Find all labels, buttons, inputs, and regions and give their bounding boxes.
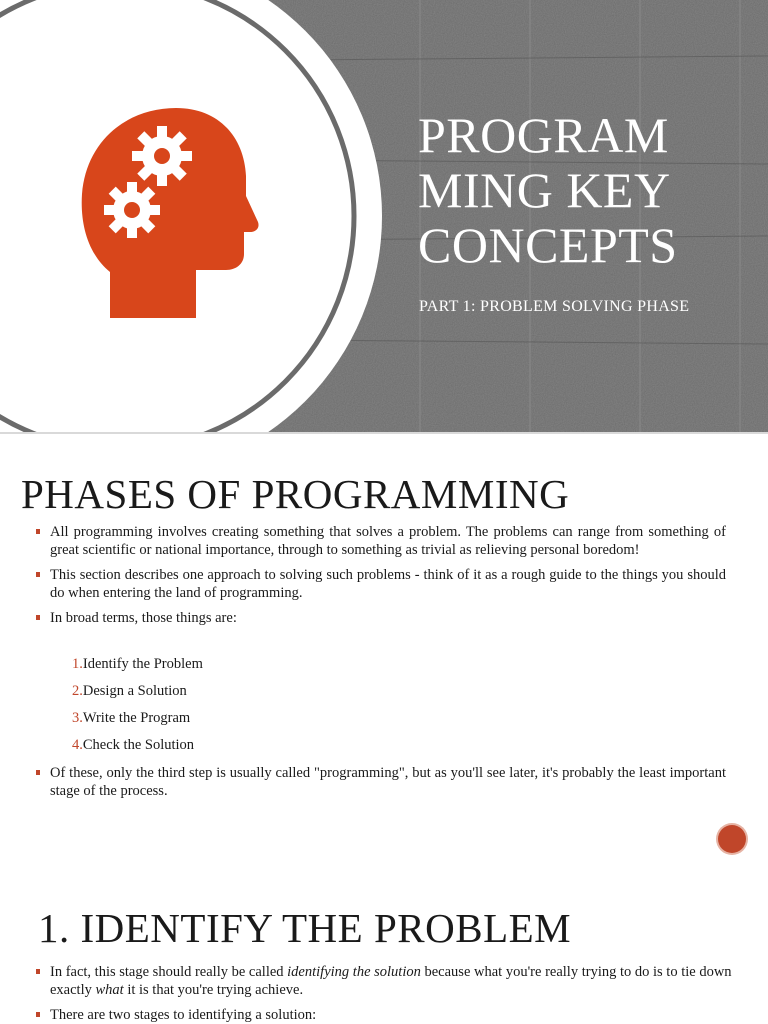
bullet-list <box>36 524 726 636</box>
step-text: Check the Solution <box>82 737 195 753</box>
emphasis-text: identifying the solution <box>287 964 421 980</box>
slide-heading: PHASES OF PROGRAMMING <box>21 471 570 517</box>
bullet-item <box>36 765 726 800</box>
step-item <box>72 737 203 764</box>
emphasis-text: what <box>95 981 124 998</box>
bullet-text-part: because what you're really trying to do is to tie down exactly <box>50 964 732 998</box>
step-number: 1. <box>72 656 83 672</box>
step-item <box>72 710 203 737</box>
bullet-marker-icon <box>36 1012 40 1017</box>
bullet-list <box>36 964 732 1024</box>
numbered-steps <box>72 656 203 764</box>
step-item <box>72 683 203 710</box>
slide-title: PROGRAM MING KEY CONCEPTS <box>418 107 678 273</box>
identify-problem-slide <box>0 868 768 1024</box>
slide-heading: 1. IDENTIFY THE PROBLEM <box>38 905 572 951</box>
bullet-item <box>36 567 726 602</box>
bullet-item <box>36 524 726 559</box>
bullet-text-part: In fact, this stage should really be called <box>50 964 288 980</box>
step-number: 2. <box>72 683 83 699</box>
bullet-marker-icon <box>36 529 40 534</box>
bullet-text-part: it is that you're trying achieve. <box>123 981 304 998</box>
step-number: 3. <box>72 710 83 726</box>
slide-subtitle: PART 1: PROBLEM SOLVING PHASE <box>419 298 690 315</box>
bullet-item <box>36 964 732 999</box>
closing-bullet-list <box>36 765 726 808</box>
step-text: Identify the Problem <box>82 656 203 672</box>
bullet-marker-icon <box>36 572 40 577</box>
bullet-item <box>36 1007 732 1024</box>
bullet-marker-icon <box>36 615 40 620</box>
bullet-item <box>36 610 726 628</box>
title-slide <box>0 0 768 432</box>
bullet-text: All programming involves creating something that solves a problem. The problems can range from something of great scientific or national importance, through to something as trivial as relieving personal boredom! <box>50 524 726 558</box>
step-item <box>72 656 203 683</box>
head-with-gears-icon <box>76 104 260 318</box>
step-number: 4. <box>72 737 83 753</box>
bullet-text: Of these, only the third step is usually called "programming", but as you'll see later, it's probably the least important stage of the process. <box>50 765 726 799</box>
step-text: Write the Program <box>82 710 191 726</box>
bullet-text: This section describes one approach to solving such problems - think of it as a rough guide to the things you should do when entering the land of programming. <box>50 567 726 601</box>
bullet-marker-icon <box>36 770 40 775</box>
bullet-text: In broad terms, those things are: <box>50 610 237 626</box>
bullet-text: There are two stages to identifying a solution: <box>50 1007 317 1023</box>
step-text: Design a Solution <box>82 683 187 699</box>
bullet-marker-icon <box>36 969 40 974</box>
phases-slide <box>0 434 768 866</box>
slide-nav-button[interactable] <box>718 825 746 853</box>
